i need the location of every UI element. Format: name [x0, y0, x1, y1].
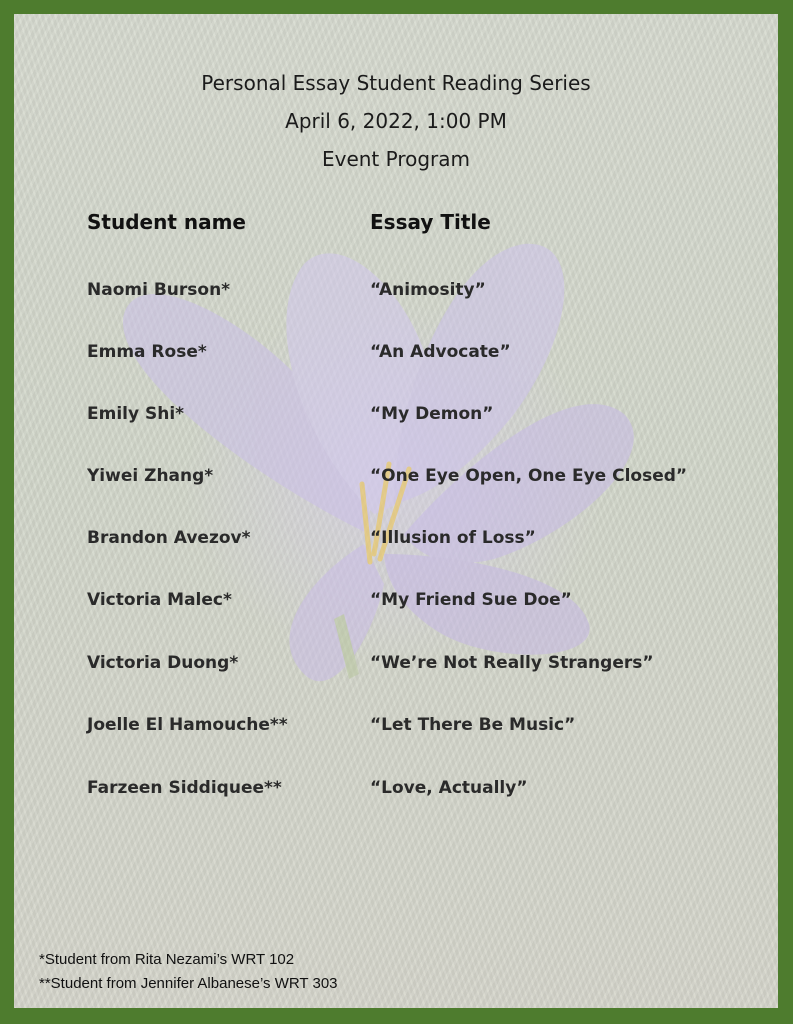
student-name: Emily Shi*	[87, 404, 185, 424]
essay-title: “My Friend Sue Doe”	[370, 590, 572, 610]
program-row	[14, 342, 778, 366]
student-name: Yiwei Zhang*	[87, 466, 214, 486]
footnotes	[39, 948, 338, 996]
program-header	[14, 64, 778, 178]
program-row	[14, 653, 778, 677]
essay-title: “Love, Actually”	[370, 778, 528, 798]
student-name: Farzeen Siddiquee**	[87, 778, 282, 798]
student-name: Naomi Burson*	[87, 280, 231, 300]
program-row	[14, 466, 778, 490]
program-row	[14, 280, 778, 304]
program-row	[14, 715, 778, 739]
essay-title: “An Advocate”	[370, 342, 511, 362]
essay-title-heading: Essay Title	[370, 210, 491, 234]
student-name: Emma Rose*	[87, 342, 207, 362]
event-date: April 6, 2022, 1:00 PM	[285, 109, 507, 133]
footnote-single-asterisk: *Student from Rita Nezami’s WRT 102	[39, 951, 295, 968]
essay-title: “We’re Not Really Strangers”	[370, 653, 654, 673]
essay-title: “Animosity”	[370, 280, 486, 300]
student-name: Victoria Malec*	[87, 590, 232, 610]
footnote-double-asterisk: **Student from Jennifer Albanese’s WRT 303	[39, 975, 338, 992]
program-label: Event Program	[321, 147, 471, 171]
student-name: Brandon Avezov*	[87, 528, 251, 548]
program-row	[14, 778, 778, 802]
student-name: Joelle El Hamouche**	[87, 715, 288, 735]
essay-title: “One Eye Open, One Eye Closed”	[370, 466, 688, 486]
student-name-heading: Student name	[87, 210, 246, 234]
series-title: Personal Essay Student Reading Series	[201, 71, 591, 95]
program-page	[14, 14, 778, 1008]
essay-title: “Illusion of Loss”	[370, 528, 536, 548]
essay-title: “Let There Be Music”	[370, 715, 576, 735]
program-row	[14, 404, 778, 428]
program-row	[14, 590, 778, 614]
program-row	[14, 528, 778, 552]
student-name: Victoria Duong*	[87, 653, 239, 673]
essay-title: “My Demon”	[370, 404, 494, 424]
